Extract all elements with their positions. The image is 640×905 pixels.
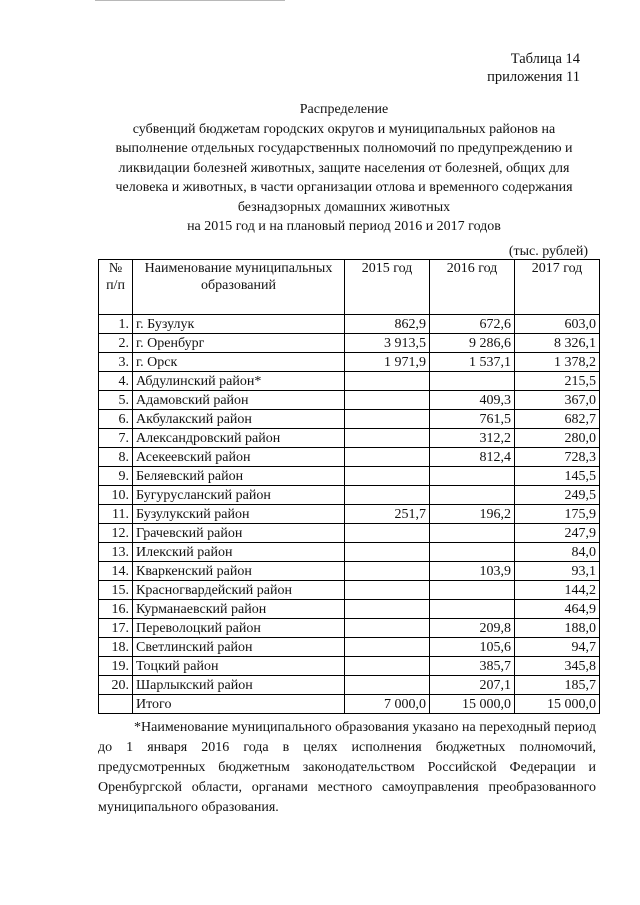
row-name: Светлинский район xyxy=(133,638,345,657)
row-num: 5. xyxy=(99,391,133,410)
unit-label: (тыс. рублей) xyxy=(508,244,588,259)
row-num: 20. xyxy=(99,676,133,695)
row-num: 3. xyxy=(99,353,133,372)
row-2015 xyxy=(345,372,430,391)
row-name: Абдулинский район* xyxy=(133,372,345,391)
row-2016 xyxy=(430,486,515,505)
row-name: Грачевский район xyxy=(133,524,345,543)
row-2016: 103,9 xyxy=(430,562,515,581)
row-2017: 145,5 xyxy=(515,467,600,486)
row-num: 10. xyxy=(99,486,133,505)
row-num: 1. xyxy=(99,315,133,334)
row-2017: 464,9 xyxy=(515,600,600,619)
row-2017: 249,5 xyxy=(515,486,600,505)
row-num: 4. xyxy=(99,372,133,391)
row-2015 xyxy=(345,657,430,676)
row-2015 xyxy=(345,543,430,562)
footnote xyxy=(98,718,596,818)
row-name: Тоцкий район xyxy=(133,657,345,676)
row-2016: 812,4 xyxy=(430,448,515,467)
row-2016 xyxy=(430,581,515,600)
total-2015: 7 000,0 xyxy=(345,695,430,714)
table-row xyxy=(99,410,600,429)
row-2016 xyxy=(430,543,515,562)
total-num-cell xyxy=(99,695,133,714)
total-row xyxy=(99,695,600,714)
row-2016: 385,7 xyxy=(430,657,515,676)
row-num: 19. xyxy=(99,657,133,676)
row-2017: 367,0 xyxy=(515,391,600,410)
table-row xyxy=(99,562,600,581)
document-title xyxy=(96,100,592,237)
row-2016: 196,2 xyxy=(430,505,515,524)
row-2016 xyxy=(430,524,515,543)
row-2017: 94,7 xyxy=(515,638,600,657)
row-num: 11. xyxy=(99,505,133,524)
table-row xyxy=(99,353,600,372)
table-row xyxy=(99,448,600,467)
row-num: 2. xyxy=(99,334,133,353)
row-2015: 3 913,5 xyxy=(345,334,430,353)
table-header-reference xyxy=(487,50,580,86)
row-2015: 862,9 xyxy=(345,315,430,334)
table-row xyxy=(99,315,600,334)
row-2016: 105,6 xyxy=(430,638,515,657)
row-name: Беляевский район xyxy=(133,467,345,486)
table-row xyxy=(99,657,600,676)
row-name: Шарлыкский район xyxy=(133,676,345,695)
row-name: Бузулукский район xyxy=(133,505,345,524)
total-2016: 15 000,0 xyxy=(430,695,515,714)
title-line-3: на 2015 год и на плановый период 2016 и 2017 годов xyxy=(187,219,501,234)
table-row xyxy=(99,334,600,353)
row-2017: 188,0 xyxy=(515,619,600,638)
table-row xyxy=(99,600,600,619)
appendix-number: приложения 11 xyxy=(487,69,580,85)
row-2015 xyxy=(345,486,430,505)
row-num: 8. xyxy=(99,448,133,467)
row-2015 xyxy=(345,562,430,581)
row-2017: 215,5 xyxy=(515,372,600,391)
row-2017: 175,9 xyxy=(515,505,600,524)
row-2016 xyxy=(430,600,515,619)
row-2016 xyxy=(430,372,515,391)
row-2015 xyxy=(345,448,430,467)
header-2016: 2016 год xyxy=(430,260,515,315)
row-name: Кваркенский район xyxy=(133,562,345,581)
row-name: Александровский район xyxy=(133,429,345,448)
row-name: г. Орск xyxy=(133,353,345,372)
row-2015 xyxy=(345,524,430,543)
row-2017: 280,0 xyxy=(515,429,600,448)
row-name: Илекский район xyxy=(133,543,345,562)
row-2017: 728,3 xyxy=(515,448,600,467)
row-2015 xyxy=(345,638,430,657)
row-num: 14. xyxy=(99,562,133,581)
table-row xyxy=(99,505,600,524)
row-2016: 761,5 xyxy=(430,410,515,429)
row-num: 17. xyxy=(99,619,133,638)
row-2015 xyxy=(345,581,430,600)
row-name: г. Бузулук xyxy=(133,315,345,334)
row-2017: 84,0 xyxy=(515,543,600,562)
row-2017: 185,7 xyxy=(515,676,600,695)
title-line-1: Распределение xyxy=(299,102,389,117)
title-line-2: субвенций бюджетам городских округов и муниципальных районов на выполнение отдельных государственных полномочий по предупреждению и ликвидации болезней животных, защите населения от болезней, общих для человека и животных, в части организации отлова и временного содержания безнадзорных домашних животных xyxy=(115,121,573,215)
table-row xyxy=(99,391,600,410)
row-2016: 1 537,1 xyxy=(430,353,515,372)
table-row xyxy=(99,467,600,486)
header-num: № п/п xyxy=(99,260,133,315)
table-row xyxy=(99,676,600,695)
row-2017: 1 378,2 xyxy=(515,353,600,372)
row-num: 15. xyxy=(99,581,133,600)
row-2016: 207,1 xyxy=(430,676,515,695)
row-2015: 251,7 xyxy=(345,505,430,524)
row-2017: 8 326,1 xyxy=(515,334,600,353)
row-2017: 93,1 xyxy=(515,562,600,581)
row-name: Переволоцкий район xyxy=(133,619,345,638)
row-num: 16. xyxy=(99,600,133,619)
table-number: Таблица 14 xyxy=(510,51,580,67)
row-2015 xyxy=(345,676,430,695)
row-2017: 603,0 xyxy=(515,315,600,334)
row-num: 6. xyxy=(99,410,133,429)
table-row xyxy=(99,543,600,562)
subvention-table xyxy=(98,259,600,714)
row-name: Курманаевский район xyxy=(133,600,345,619)
total-2017: 15 000,0 xyxy=(515,695,600,714)
row-2017: 144,2 xyxy=(515,581,600,600)
row-2016: 409,3 xyxy=(430,391,515,410)
row-num: 12. xyxy=(99,524,133,543)
header-2017: 2017 год xyxy=(515,260,600,315)
row-2015 xyxy=(345,467,430,486)
table-row xyxy=(99,486,600,505)
table-row xyxy=(99,524,600,543)
footnote-text: *Наименование муниципального образования указано на переходный период до 1 января 2016 года в целях исполнения бюджетных полномочий, предусмотренных бюджетным законодательством Российской Федерации и Оренбургской области, органами местного самоуправления преобразованного муниципального образования. xyxy=(98,720,596,815)
table-header-row xyxy=(99,260,600,315)
row-name: Акбулакский район xyxy=(133,410,345,429)
row-name: Асекеевский район xyxy=(133,448,345,467)
total-label: Итого xyxy=(133,695,345,714)
row-name: Адамовский район xyxy=(133,391,345,410)
row-2016: 209,8 xyxy=(430,619,515,638)
row-name: г. Оренбург xyxy=(133,334,345,353)
header-2015: 2015 год xyxy=(345,260,430,315)
row-2015 xyxy=(345,429,430,448)
row-name: Красногвардейский район xyxy=(133,581,345,600)
table-row xyxy=(99,372,600,391)
row-2017: 247,9 xyxy=(515,524,600,543)
row-num: 7. xyxy=(99,429,133,448)
table-row xyxy=(99,581,600,600)
row-num: 13. xyxy=(99,543,133,562)
row-2015 xyxy=(345,391,430,410)
row-2016: 312,2 xyxy=(430,429,515,448)
row-num: 18. xyxy=(99,638,133,657)
table-row xyxy=(99,638,600,657)
table-row xyxy=(99,429,600,448)
table-row xyxy=(99,619,600,638)
row-name: Бугурусланский район xyxy=(133,486,345,505)
header-name: Наименование муниципальных образований xyxy=(133,260,345,315)
row-2017: 345,8 xyxy=(515,657,600,676)
row-2015 xyxy=(345,619,430,638)
row-2016: 672,6 xyxy=(430,315,515,334)
row-2015 xyxy=(345,410,430,429)
row-2015 xyxy=(345,600,430,619)
row-2017: 682,7 xyxy=(515,410,600,429)
row-num: 9. xyxy=(99,467,133,486)
row-2016 xyxy=(430,467,515,486)
row-2015: 1 971,9 xyxy=(345,353,430,372)
row-2016: 9 286,6 xyxy=(430,334,515,353)
scan-edge-line xyxy=(95,0,285,1)
